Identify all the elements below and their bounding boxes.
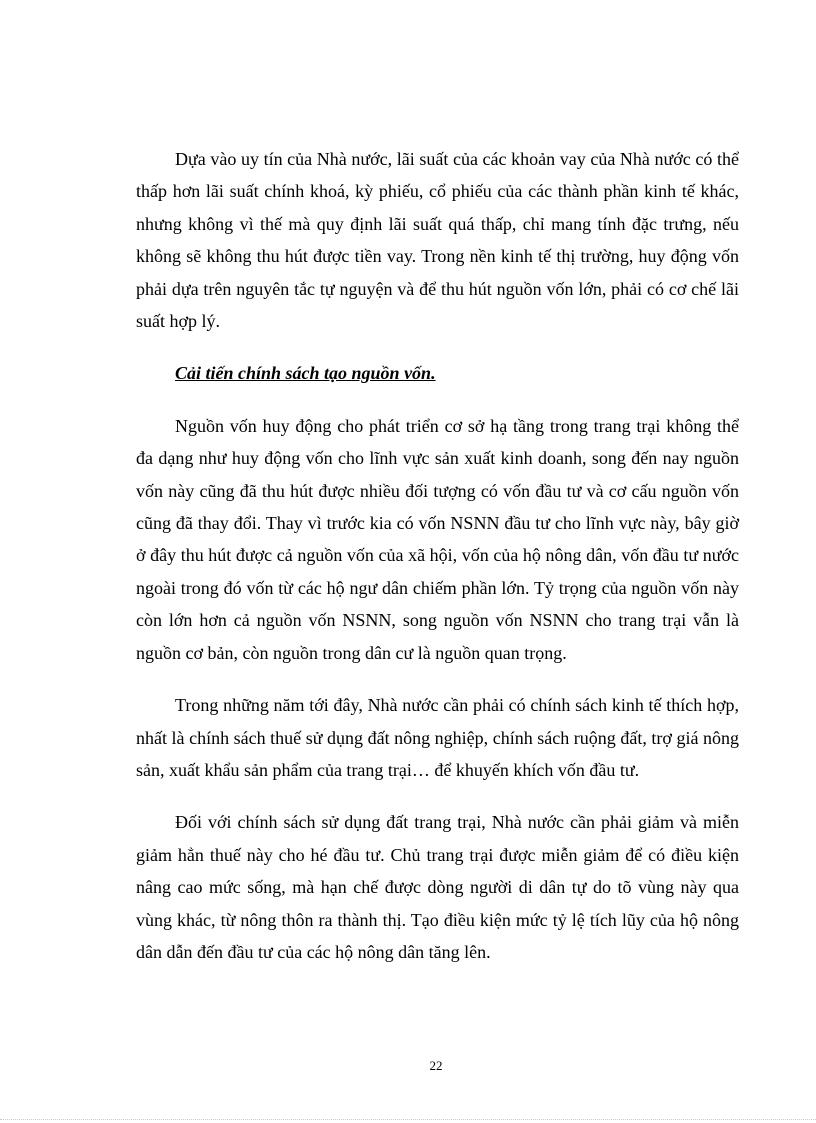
paragraph-interest-rate: Dựa vào uy tín của Nhà nước, lãi suất của các khoản vay của Nhà nước có thể thấp hơn lãi suất chính khoá, kỳ phiếu, cổ phiếu của các thành phần kinh tế khác, nhưng không vì thế mà quy định lãi suất quá thấp, chỉ mang tính đặc trưng, nếu không sẽ không thu hút được tiền vay. Trong nền kinh tế thị trường, huy động vốn phải dựa trên nguyên tắc tự nguyện và để thu hút nguồn vốn lớn, phải có cơ chế lãi suất hợp lý.	[136, 149, 739, 332]
paragraph-capital-sources: Nguồn vốn huy động cho phát triển cơ sở hạ tầng trong trang trại không thể đa dạng như huy động vốn cho lĩnh vực sản xuất kinh doanh, song đến nay nguồn vốn này cũng đã thu hút được nhiều đối tượng có vốn đầu tư và cơ cấu nguồn vốn cũng đã thay đổi. Thay vì trước kia có vốn NSNN đầu tư cho lĩnh vực này, bây giờ ở đây thu hút được cả nguồn vốn của xã hội, vốn của hộ nông dân, vốn đầu tư nước ngoài trong đó vốn từ các hộ ngư dân chiếm phần lớn. Tỷ trọng của nguồn vốn này còn lớn hơn cả nguồn vốn NSNN, song nguồn vốn NSNN cho trang trại vẫn là nguồn cơ bản, còn nguồn trong dân cư là nguồn quan trọng.	[136, 415, 739, 663]
body-text	[136, 143, 739, 988]
paragraph-policy: Trong những năm tới đây, Nhà nước cần phải có chính sách kinh tế thích hợp, nhất là chính sách thuế sử dụng đất nông nghiệp, chính sách ruộng đất, trợ giá nông sản, xuất khẩu sản phẩm của trang trại… để khuyến khích vốn đầu tư.	[136, 695, 739, 780]
page-number: 22	[429, 1058, 443, 1073]
page-bottom-border	[0, 1119, 816, 1120]
section-heading: Cải tiến chính sách tạo nguồn vốn.	[175, 363, 436, 384]
paragraph-land-tax: Đối với chính sách sử dụng đất trang trại, Nhà nước cần phải giảm và miễn giảm hẳn thuế này cho hé đầu tư. Chủ trang trại được miễn giảm để có điều kiện nâng cao mức sống, mà hạn chế được dòng người di dân tự do tõ vùng này qua vùng khác, từ nông thôn ra thành thị. Tạo điều kiện mức tỷ lệ tích lũy của hộ nông dân dẫn đến đầu tư của các hộ nông dân tăng lên.	[136, 812, 739, 962]
